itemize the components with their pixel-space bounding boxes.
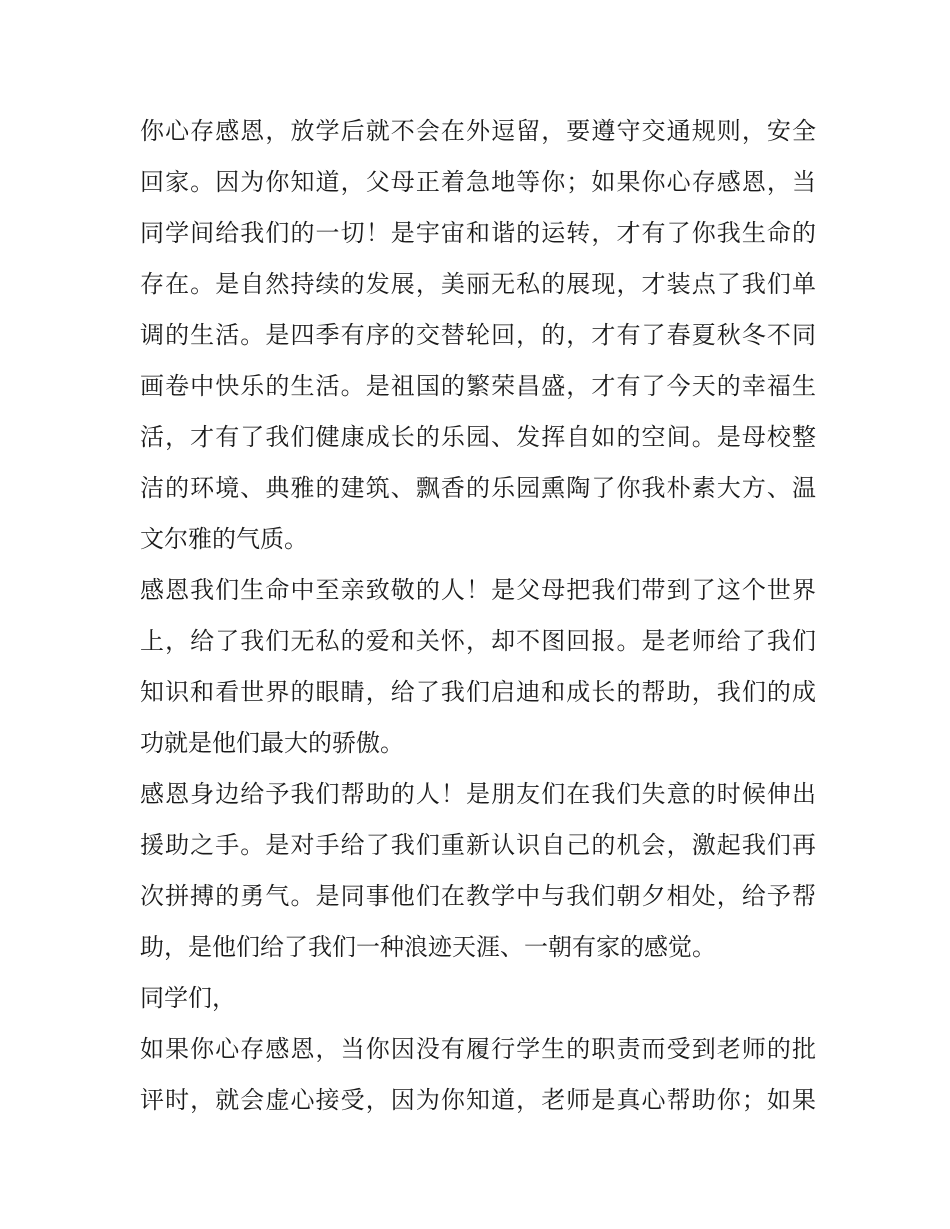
text-line-7: 活，才有了我们健康成长的乐园、发挥自如的空间。是母校整 [140,423,816,451]
text-line-9: 文尔雅的气质。 [140,525,308,553]
text-line-20: 评时，就会虚心接受，因为你知道，老师是真心帮助你；如果 [140,1086,816,1114]
text-line-3: 同学间给我们的一切！是宇宙和谐的运转，才有了你我生命的 [140,219,816,247]
text-line-17: 助，是他们给了我们一种浪迹天涯、一朝有家的感觉。 [140,933,716,961]
text-line-15: 援助之手。是对手给了我们重新认识自己的机会，激起我们再 [140,831,816,859]
text-line-6: 画卷中快乐的生活。是祖国的繁荣昌盛，才有了今天的幸福生 [140,372,816,400]
text-line-11: 上，给了我们无私的爱和关怀，却不图回报。是老师给了我们 [140,627,816,655]
text-line-12: 知识和看世界的眼睛，给了我们启迪和成长的帮助，我们的成 [140,678,816,706]
text-line-10: 感恩我们生命中至亲致敬的人！是父母把我们带到了这个世界 [140,576,816,604]
text-line-8: 洁的环境、典雅的建筑、飘香的乐园熏陶了你我朴素大方、温 [140,474,816,502]
text-line-19: 如果你心存感恩，当你因没有履行学生的职责而受到老师的批 [140,1035,816,1063]
text-line-4: 存在。是自然持续的发展，美丽无私的展现，才装点了我们单 [140,270,816,298]
text-line-13: 功就是他们最大的骄傲。 [140,729,404,757]
text-line-18: 同学们， [140,984,236,1012]
text-line-5: 调的生活。是四季有序的交替轮回，的，才有了春夏秋冬不同 [140,321,816,349]
text-line-2: 回家。因为你知道，父母正着急地等你；如果你心存感恩，当 [140,168,816,196]
document-body [140,106,816,1126]
text-line-16: 次拼搏的勇气。是同事他们在教学中与我们朝夕相处，给予帮 [140,882,816,910]
text-line-14: 感恩身边给予我们帮助的人！是朋友们在我们失意的时候伸出 [140,780,816,808]
text-line-1: 你心存感恩，放学后就不会在外逗留，要遵守交通规则，安全 [140,117,816,145]
